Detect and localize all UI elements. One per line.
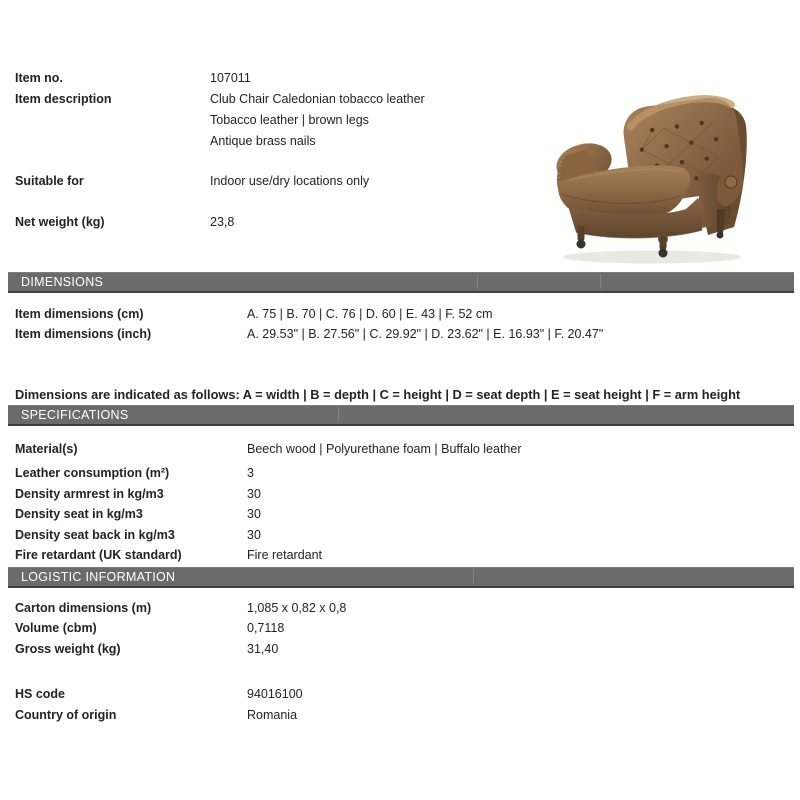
density-armrest-row <box>15 486 797 503</box>
gross-weight-row <box>15 641 797 658</box>
gross-weight-value: 31,40 <box>247 642 279 656</box>
carton-dimensions-row <box>15 600 797 617</box>
dimensions-cm-row <box>15 306 797 323</box>
density-seat-label: Density seat in kg/m3 <box>15 507 143 521</box>
volume-value: 0,7118 <box>247 621 285 635</box>
specifications-section-header <box>8 405 794 426</box>
density-seat-back-value: 30 <box>247 528 261 542</box>
item-description-value-2: Tobacco leather | brown legs <box>210 113 369 127</box>
carton-dimensions-label: Carton dimensions (m) <box>15 601 152 615</box>
club-chair-illustration <box>550 86 765 271</box>
hs-code-label: HS code <box>15 687 66 701</box>
fire-retardant-row <box>15 547 797 564</box>
net-weight-value: 23,8 <box>210 215 235 229</box>
product-photo <box>550 86 765 271</box>
density-seat-back-label: Density seat back in kg/m3 <box>15 528 175 542</box>
header-column-separator <box>338 407 339 422</box>
country-of-origin-value: Romania <box>247 708 298 722</box>
suitable-for-value: Indoor use/dry locations only <box>210 174 370 188</box>
specifications-section-title: SPECIFICATIONS <box>21 408 129 422</box>
logistics-section-title: LOGISTIC INFORMATION <box>21 570 176 584</box>
country-of-origin-label: Country of origin <box>15 708 117 722</box>
dimensions-cm-label: Item dimensions (cm) <box>15 307 144 321</box>
dimensions-inch-value: A. 29.53" | B. 27.56" | C. 29.92" | D. 23.62" | E. 16.93" | F. 20.47" <box>247 327 604 341</box>
dimensions-section-title: DIMENSIONS <box>21 275 104 289</box>
fire-retardant-value: Fire retardant <box>247 548 323 562</box>
header-column-separator <box>473 569 474 584</box>
item-description-label: Item description <box>15 92 112 106</box>
fire-retardant-label: Fire retardant (UK standard) <box>15 548 182 562</box>
density-armrest-value: 30 <box>247 487 261 501</box>
hs-code-value: 94016100 <box>247 687 303 701</box>
gross-weight-label: Gross weight (kg) <box>15 642 121 656</box>
country-of-origin-row <box>15 707 797 724</box>
leather-consumption-label: Leather consumption (m²) <box>15 466 170 480</box>
density-seat-value: 30 <box>247 507 261 521</box>
hs-code-row <box>15 686 797 703</box>
header-column-separator <box>600 274 601 289</box>
materials-value: Beech wood | Polyurethane foam | Buffalo leather <box>247 442 522 456</box>
density-armrest-label: Density armrest in kg/m3 <box>15 487 164 501</box>
net-weight-label: Net weight (kg) <box>15 215 105 229</box>
leather-consumption-row <box>15 465 797 482</box>
dimensions-legend-note: Dimensions are indicated as follows: A = width | B = depth | C = height | D = seat depth | E = seat height | F = arm height <box>15 387 741 402</box>
leather-consumption-value: 3 <box>247 466 254 480</box>
density-seat-row <box>15 506 797 523</box>
dimensions-inch-row <box>15 326 797 343</box>
materials-row <box>15 441 797 458</box>
dimensions-inch-label: Item dimensions (inch) <box>15 327 152 341</box>
item-no-value: 107011 <box>210 71 251 85</box>
materials-label: Material(s) <box>15 442 78 456</box>
carton-dimensions-value: 1,085 x 0,82 x 0,8 <box>247 601 347 615</box>
item-description-value-3: Antique brass nails <box>210 134 316 148</box>
volume-row <box>15 620 797 637</box>
logistics-section-header <box>8 567 794 588</box>
item-no-row <box>15 70 797 87</box>
density-seat-back-row <box>15 527 797 544</box>
item-no-label: Item no. <box>15 71 63 85</box>
volume-label: Volume (cbm) <box>15 621 97 635</box>
dimensions-section-header <box>8 272 794 293</box>
item-description-value: Club Chair Caledonian tobacco leather <box>210 92 425 106</box>
suitable-for-label: Suitable for <box>15 174 84 188</box>
header-column-separator <box>477 274 478 289</box>
dimensions-cm-value: A. 75 | B. 70 | C. 76 | D. 60 | E. 43 | F. 52 cm <box>247 307 493 321</box>
